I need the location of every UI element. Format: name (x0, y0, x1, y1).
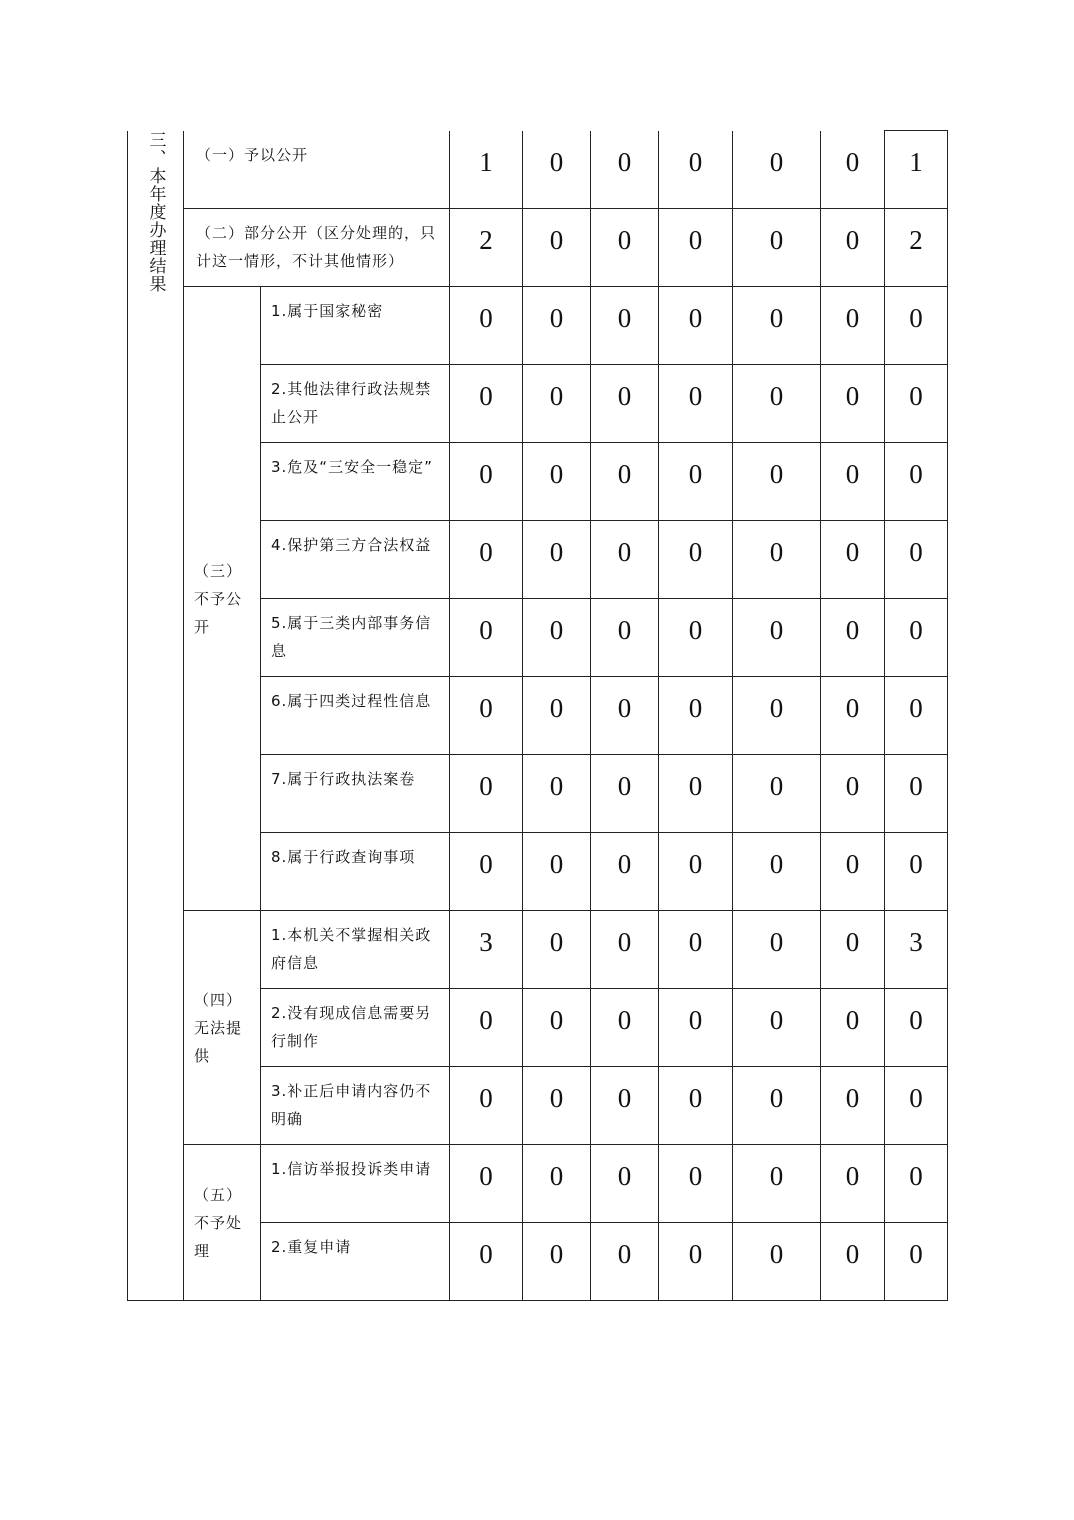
group-label: （五）不予处理 (194, 1185, 243, 1260)
cell-value: 0 (549, 615, 564, 645)
cell-value: 0 (549, 1161, 564, 1191)
value-cell (450, 1145, 523, 1223)
row-label-cell (184, 209, 450, 287)
cell-value: 0 (769, 381, 784, 411)
cell-value: 0 (617, 1083, 632, 1113)
value-cell (450, 599, 523, 677)
value-cell (450, 989, 523, 1067)
value-cell (450, 521, 523, 599)
value-cell (659, 365, 733, 443)
cell-value: 0 (688, 1239, 703, 1269)
value-cell (659, 677, 733, 755)
cell-value: 0 (479, 1161, 493, 1191)
item-label: 1.本机关不掌握相关政府信息 (271, 926, 432, 972)
cell-value: 0 (549, 849, 564, 879)
value-cell (450, 131, 523, 209)
value-cell (659, 1067, 733, 1145)
cell-value: 0 (845, 381, 860, 411)
cell-value: 0 (909, 1083, 923, 1113)
cell-value: 0 (845, 537, 860, 567)
cell-value: 0 (909, 459, 923, 489)
value-cell (733, 521, 821, 599)
value-cell (885, 521, 948, 599)
cell-value: 0 (845, 615, 860, 645)
value-cell (591, 833, 659, 911)
table-row (128, 1145, 948, 1223)
cell-value: 0 (549, 693, 564, 723)
cell-value: 0 (909, 771, 923, 801)
item-label-cell (261, 677, 450, 755)
cell-value: 0 (909, 537, 923, 567)
cell-value: 0 (549, 459, 564, 489)
section-label-cell (128, 131, 184, 1301)
value-cell (591, 599, 659, 677)
value-cell (450, 365, 523, 443)
value-cell (591, 677, 659, 755)
value-cell (733, 1223, 821, 1301)
value-cell (821, 833, 885, 911)
cell-value: 0 (845, 146, 860, 177)
table-row (128, 911, 948, 989)
value-cell (733, 365, 821, 443)
value-cell (885, 755, 948, 833)
value-cell (659, 1223, 733, 1301)
table-row (128, 287, 948, 365)
cell-value: 0 (479, 1239, 493, 1269)
cell-value: 0 (769, 303, 784, 333)
cell-value: 0 (769, 1083, 784, 1113)
value-cell (591, 989, 659, 1067)
cell-value: 0 (688, 381, 703, 411)
item-label: 3.危及“三安全一稳定” (271, 458, 433, 476)
value-cell (821, 209, 885, 287)
cell-value: 0 (769, 771, 784, 801)
item-label: 8.属于行政查询事项 (271, 848, 416, 866)
value-cell (450, 833, 523, 911)
item-label: 2.其他法律行政法规禁止公开 (271, 380, 432, 426)
cell-value: 0 (479, 693, 493, 723)
value-cell (659, 521, 733, 599)
cell-value: 0 (845, 459, 860, 489)
cell-value: 0 (617, 225, 632, 255)
value-cell (591, 521, 659, 599)
cell-value: 0 (909, 303, 923, 333)
cell-value: 0 (549, 537, 564, 567)
cell-value: 0 (769, 693, 784, 723)
value-cell (659, 989, 733, 1067)
cell-value: 0 (845, 693, 860, 723)
item-label-cell (261, 911, 450, 989)
item-label-cell (261, 755, 450, 833)
cell-value: 0 (479, 303, 493, 333)
item-label: 4.保护第三方合法权益 (271, 536, 432, 554)
value-cell (885, 365, 948, 443)
value-cell (733, 1067, 821, 1145)
cell-value: 0 (845, 927, 860, 957)
item-label: 2.重复申请 (271, 1238, 352, 1256)
cell-value: 0 (688, 927, 703, 957)
value-cell (659, 755, 733, 833)
value-cell (885, 287, 948, 365)
value-cell (591, 1067, 659, 1145)
value-cell (821, 1145, 885, 1223)
cell-value: 0 (845, 1005, 860, 1035)
value-cell (523, 131, 591, 209)
cell-value: 2 (909, 225, 923, 255)
value-cell (659, 1145, 733, 1223)
value-cell (523, 833, 591, 911)
cell-value: 0 (688, 1005, 703, 1035)
value-cell (591, 287, 659, 365)
value-cell (659, 209, 733, 287)
cell-value: 0 (845, 1161, 860, 1191)
cell-value: 0 (549, 303, 564, 333)
value-cell (885, 1145, 948, 1223)
value-cell (885, 599, 948, 677)
value-cell (659, 599, 733, 677)
group-label: （三）不予公开 (194, 561, 243, 636)
cell-value: 0 (617, 615, 632, 645)
cell-value: 0 (769, 1005, 784, 1035)
cell-value: 0 (769, 459, 784, 489)
cell-value: 0 (617, 849, 632, 879)
value-cell (591, 443, 659, 521)
value-cell (885, 911, 948, 989)
value-cell (821, 1223, 885, 1301)
value-cell (450, 755, 523, 833)
group-label-cell (184, 911, 261, 1145)
value-cell (591, 365, 659, 443)
cell-value: 3 (909, 927, 923, 957)
cell-value: 0 (688, 459, 703, 489)
value-cell (523, 599, 591, 677)
group-label-cell (184, 287, 261, 911)
cell-value: 3 (479, 927, 493, 957)
item-label-cell (261, 989, 450, 1067)
value-cell (591, 1223, 659, 1301)
value-cell (821, 521, 885, 599)
cell-value: 0 (479, 1083, 493, 1113)
cell-value: 0 (549, 771, 564, 801)
value-cell (659, 911, 733, 989)
cell-value: 0 (617, 771, 632, 801)
value-cell (733, 833, 821, 911)
value-cell (591, 1145, 659, 1223)
value-cell (450, 1067, 523, 1145)
value-cell (733, 1145, 821, 1223)
cell-value: 0 (549, 225, 564, 255)
item-label-cell (261, 287, 450, 365)
value-cell (733, 677, 821, 755)
cell-value: 0 (617, 1005, 632, 1035)
cell-value: 0 (845, 225, 860, 255)
cell-value: 0 (845, 771, 860, 801)
value-cell (659, 131, 733, 209)
cell-value: 0 (909, 1161, 923, 1191)
cell-value: 0 (688, 849, 703, 879)
value-cell (885, 1067, 948, 1145)
cell-value: 0 (479, 381, 493, 411)
value-cell (450, 287, 523, 365)
item-label-cell (261, 1145, 450, 1223)
item-label: 7.属于行政执法案卷 (271, 770, 416, 788)
cell-value: 0 (769, 615, 784, 645)
value-cell (821, 677, 885, 755)
group-label: （四）无法提供 (194, 990, 243, 1065)
item-label-cell (261, 1067, 450, 1145)
cell-value: 0 (479, 849, 493, 879)
cell-value: 0 (909, 1239, 923, 1269)
cell-value: 0 (549, 146, 564, 177)
table-row (128, 131, 948, 209)
value-cell (659, 443, 733, 521)
cell-value: 0 (769, 849, 784, 879)
value-cell (821, 365, 885, 443)
cell-value: 0 (617, 537, 632, 567)
value-cell (659, 833, 733, 911)
cell-value: 0 (479, 771, 493, 801)
value-cell (885, 443, 948, 521)
value-cell (523, 209, 591, 287)
cell-value: 0 (549, 381, 564, 411)
cell-value: 0 (769, 225, 784, 255)
cell-value: 0 (845, 1083, 860, 1113)
cell-value: 2 (479, 225, 493, 255)
value-cell (733, 287, 821, 365)
cell-value: 0 (909, 693, 923, 723)
value-cell (821, 287, 885, 365)
cell-value: 0 (549, 1239, 564, 1269)
value-cell (885, 131, 948, 209)
value-cell (523, 1067, 591, 1145)
value-cell (591, 755, 659, 833)
value-cell (450, 911, 523, 989)
value-cell (523, 287, 591, 365)
cell-value: 0 (769, 927, 784, 957)
value-cell (523, 521, 591, 599)
cell-value: 0 (688, 1161, 703, 1191)
value-cell (885, 1223, 948, 1301)
cell-value: 0 (909, 381, 923, 411)
cell-value: 0 (769, 1239, 784, 1269)
cell-value: 0 (617, 927, 632, 957)
value-cell (523, 1145, 591, 1223)
value-cell (659, 287, 733, 365)
cell-value: 0 (688, 1083, 703, 1113)
value-cell (733, 989, 821, 1067)
value-cell (523, 989, 591, 1067)
cell-value: 0 (769, 146, 784, 177)
value-cell (733, 911, 821, 989)
value-cell (523, 1223, 591, 1301)
value-cell (733, 755, 821, 833)
value-cell (821, 443, 885, 521)
cell-value: 0 (549, 1083, 564, 1113)
cell-value: 0 (617, 303, 632, 333)
cell-value: 0 (479, 615, 493, 645)
value-cell (885, 677, 948, 755)
value-cell (733, 209, 821, 287)
value-cell (450, 209, 523, 287)
value-cell (450, 677, 523, 755)
row-label: （一）予以公开 (196, 145, 309, 164)
value-cell (821, 911, 885, 989)
cell-value: 0 (769, 1161, 784, 1191)
cell-value: 0 (479, 1005, 493, 1035)
item-label-cell (261, 521, 450, 599)
cell-value: 0 (549, 1005, 564, 1035)
value-cell (821, 131, 885, 209)
cell-value: 0 (688, 303, 703, 333)
cell-value: 0 (688, 693, 703, 723)
cell-value: 0 (845, 1239, 860, 1269)
value-cell (523, 911, 591, 989)
value-cell (450, 443, 523, 521)
cell-value: 0 (479, 537, 493, 567)
cell-value: 0 (617, 693, 632, 723)
item-label-cell (261, 443, 450, 521)
value-cell (821, 989, 885, 1067)
cell-value: 1 (909, 147, 923, 177)
cell-value: 0 (909, 1005, 923, 1035)
item-label: 2.没有现成信息需要另行制作 (271, 1004, 432, 1050)
value-cell (523, 365, 591, 443)
item-label: 1.属于国家秘密 (271, 302, 384, 320)
value-cell (885, 989, 948, 1067)
cell-value: 0 (769, 537, 784, 567)
value-cell (885, 833, 948, 911)
cell-value: 0 (617, 146, 632, 177)
value-cell (821, 755, 885, 833)
value-cell (450, 1223, 523, 1301)
cell-value: 1 (479, 146, 493, 177)
item-label: 1.信访举报投诉类申请 (271, 1160, 432, 1178)
value-cell (523, 443, 591, 521)
item-label-cell (261, 1223, 450, 1301)
item-label-cell (261, 599, 450, 677)
value-cell (733, 443, 821, 521)
section-label: 三、本年度办理结果 (145, 130, 166, 293)
cell-value: 0 (688, 146, 703, 177)
cell-value: 0 (909, 849, 923, 879)
value-cell (885, 209, 948, 287)
cell-value: 0 (617, 459, 632, 489)
cell-value: 0 (688, 771, 703, 801)
value-cell (821, 1067, 885, 1145)
cell-value: 0 (479, 459, 493, 489)
value-cell (733, 131, 821, 209)
value-cell (523, 755, 591, 833)
cell-value: 0 (617, 1161, 632, 1191)
cell-value: 0 (688, 537, 703, 567)
cell-value: 0 (688, 615, 703, 645)
item-label-cell (261, 365, 450, 443)
group-label-cell (184, 1145, 261, 1301)
cell-value: 0 (845, 849, 860, 879)
cell-value: 0 (688, 225, 703, 255)
item-label: 6.属于四类过程性信息 (271, 692, 432, 710)
value-cell (523, 677, 591, 755)
results-table (127, 130, 948, 1301)
value-cell (591, 209, 659, 287)
item-label: 5.属于三类内部事务信息 (271, 614, 432, 660)
cell-value: 0 (909, 615, 923, 645)
cell-value: 0 (549, 927, 564, 957)
row-label: （二）部分公开（区分处理的，只计这一情形，不计其他情形） (196, 224, 437, 270)
value-cell (733, 599, 821, 677)
value-cell (591, 131, 659, 209)
row-label-cell (184, 131, 450, 209)
item-label: 3.补正后申请内容仍不明确 (271, 1082, 432, 1128)
item-label-cell (261, 833, 450, 911)
value-cell (821, 599, 885, 677)
cell-value: 0 (617, 381, 632, 411)
cell-value: 0 (617, 1239, 632, 1269)
table-row (128, 209, 948, 287)
value-cell (591, 911, 659, 989)
cell-value: 0 (845, 303, 860, 333)
